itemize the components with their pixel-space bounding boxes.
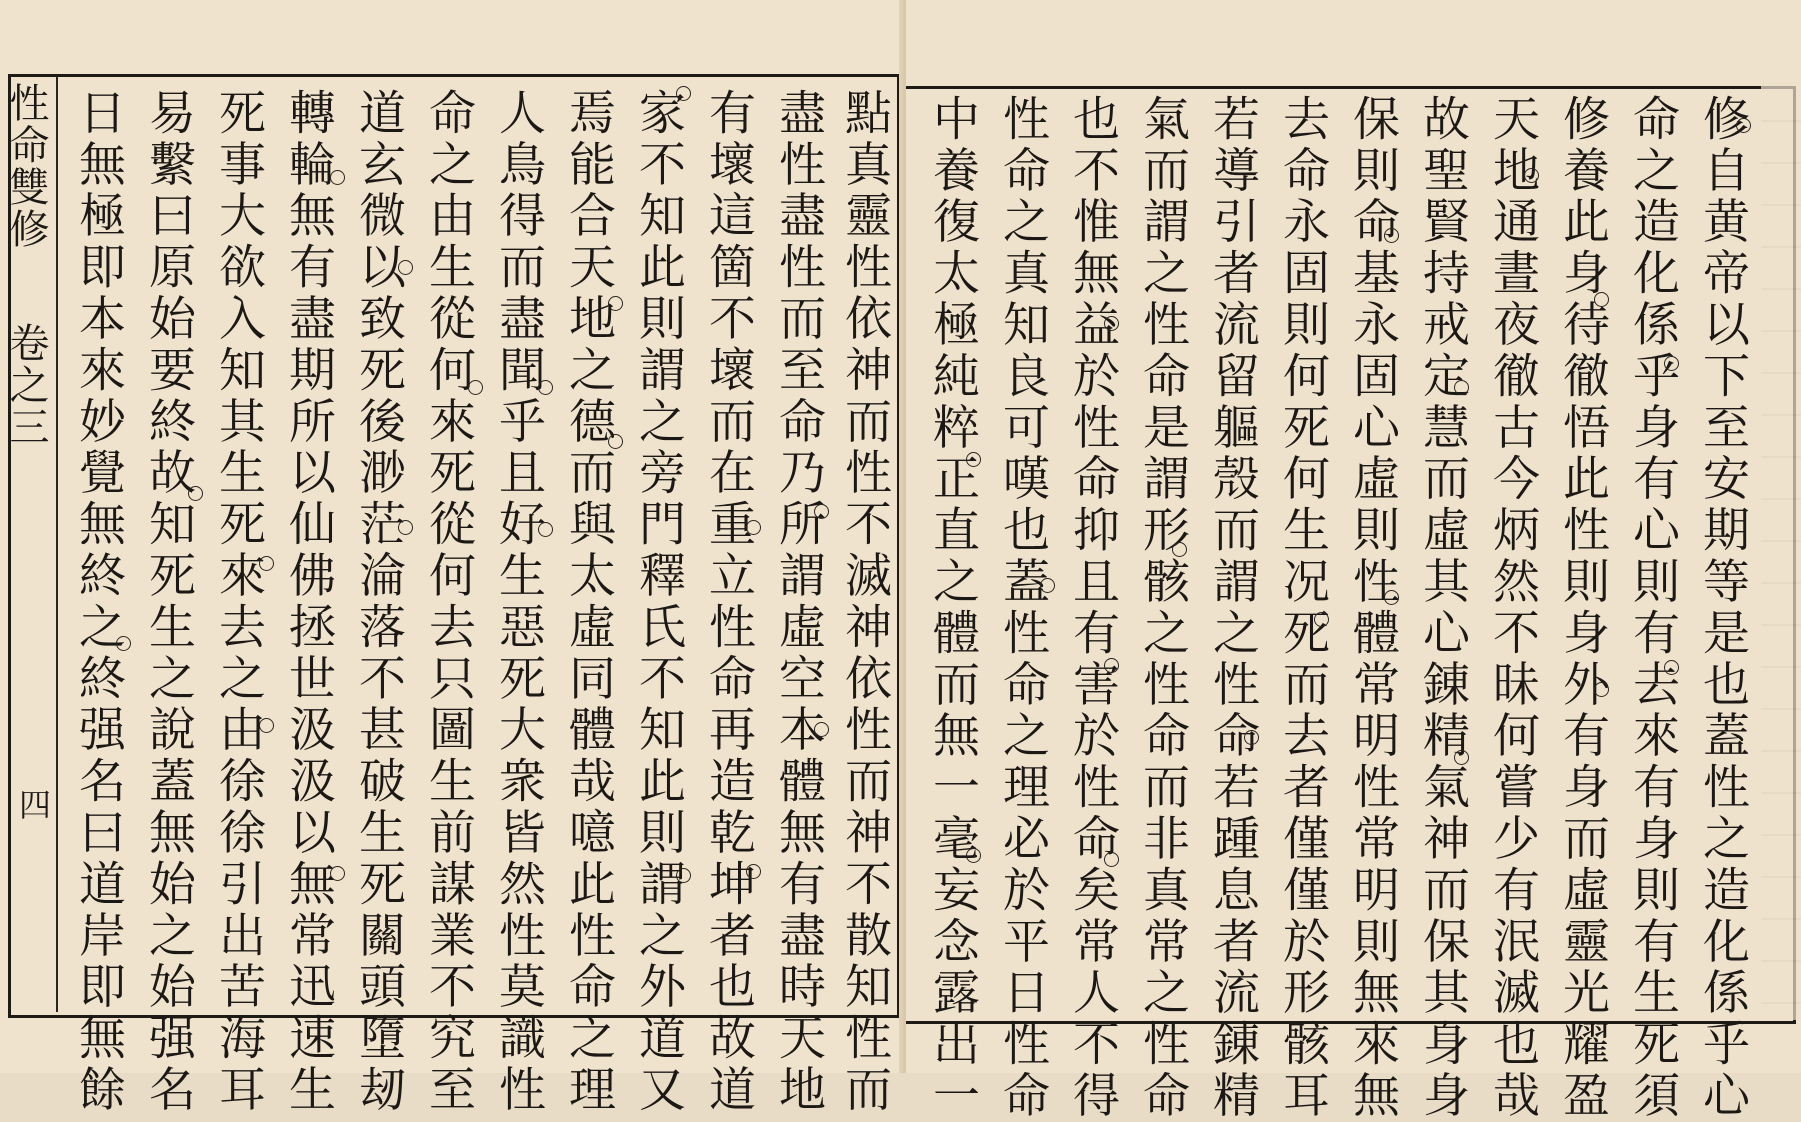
punctuation-circle bbox=[814, 722, 829, 737]
punctuation-circle bbox=[1040, 578, 1055, 593]
punctuation-circle bbox=[1664, 660, 1679, 675]
punctuation-circle bbox=[259, 718, 274, 733]
volume-label: 卷之三 bbox=[3, 322, 49, 448]
punctuation-circle bbox=[538, 522, 553, 537]
punctuation-circle bbox=[538, 380, 553, 395]
text-column: 家不知此則謂之旁門釋氏不知此則謂之外道又 bbox=[631, 88, 686, 1116]
punctuation-circle bbox=[966, 452, 981, 467]
text-column: 修自黄帝以下至安期等是也蓋性之造化係乎心 bbox=[1695, 94, 1750, 1122]
punctuation-circle bbox=[188, 486, 203, 501]
text-column: 道玄微以致死後渺茫淪落不甚破生死關頭墮刼 bbox=[351, 88, 406, 1116]
text-column: 轉輪無有盡期所以仙佛拯世汲汲以無常迅速生 bbox=[281, 88, 336, 1116]
punctuation-circle bbox=[1454, 750, 1469, 765]
text-column: 焉能合天地之德而與太虛同體哉噫此性命之理 bbox=[561, 88, 616, 1116]
text-column: 也不惟無益於性命抑且有害於性命矣常人不得 bbox=[1065, 94, 1120, 1122]
text-column: 修養此身待徹悟此性則身外有身而虛靈光耀盈 bbox=[1555, 94, 1610, 1122]
text-column: 命之由生從何來死從何去只圖生前謀業不究至 bbox=[421, 88, 476, 1116]
punctuation-circle bbox=[676, 86, 691, 101]
text-column: 日無極即本來妙覺無終之終强名曰道岸即無餘 bbox=[71, 88, 126, 1116]
punctuation-circle bbox=[330, 170, 345, 185]
punctuation-circle bbox=[116, 636, 131, 651]
page-edge-shadow bbox=[1761, 80, 1801, 1020]
text-column: 性命之真知良可嘆也蓋性命之理必於平日性命 bbox=[995, 94, 1050, 1122]
punctuation-circle bbox=[1244, 730, 1259, 745]
text-column: 點真靈性依神而性不滅神依性而神不散知性而 bbox=[837, 88, 892, 1116]
punctuation-circle bbox=[1104, 316, 1119, 331]
page-number: 四 bbox=[14, 788, 52, 820]
text-column: 天地通晝夜徹古今炳然不昧何嘗少有泯滅也哉 bbox=[1485, 94, 1540, 1122]
text-column: 盡性盡性而至命乃所謂虛空本體無有盡時天地 bbox=[771, 88, 826, 1116]
text-column: 故聖賢持戒定慧而虛其心錬精氣神而保其身身 bbox=[1415, 94, 1470, 1122]
text-column: 死事大欲入知其生死來去之由徐徐引出苦海耳 bbox=[211, 88, 266, 1116]
punctuation-circle bbox=[608, 296, 623, 311]
text-column: 去命永固則何死何生况死而去者僅僅於形骸耳 bbox=[1275, 94, 1330, 1122]
punctuation-circle bbox=[468, 380, 483, 395]
punctuation-circle bbox=[1384, 228, 1399, 243]
punctuation-circle bbox=[398, 520, 413, 535]
text-column: 易繫曰原始要終故知死生之說蓋無始之始强名 bbox=[141, 88, 196, 1116]
text-column: 氣而謂之性命是謂形骸之性命而非真常之性命 bbox=[1135, 94, 1190, 1122]
punctuation-circle bbox=[1172, 542, 1187, 557]
punctuation-circle bbox=[1384, 590, 1399, 605]
punctuation-circle bbox=[330, 866, 345, 881]
punctuation-circle bbox=[1314, 612, 1329, 627]
margin-divider-line bbox=[56, 76, 58, 1012]
text-column: 人鳥得而盡聞乎且好生惡死大衆皆然性莫識性 bbox=[491, 88, 546, 1116]
book-title: 性命雙修 bbox=[3, 82, 49, 250]
text-column: 中養復太極純粹正直之體而無一毫妄念露出一 bbox=[925, 94, 980, 1122]
punctuation-circle bbox=[1104, 658, 1119, 673]
punctuation-circle bbox=[676, 868, 691, 883]
punctuation-circle bbox=[746, 520, 761, 535]
punctuation-circle bbox=[746, 864, 761, 879]
punctuation-circle bbox=[1736, 118, 1751, 133]
punctuation-circle bbox=[814, 504, 829, 519]
punctuation-circle bbox=[1524, 168, 1539, 183]
punctuation-circle bbox=[1594, 682, 1609, 697]
punctuation-circle bbox=[398, 260, 413, 275]
punctuation-circle bbox=[259, 556, 274, 571]
text-column: 若導引者流留軀殼而謂之性命若踵息者流錬精 bbox=[1205, 94, 1260, 1122]
punctuation-circle bbox=[1454, 380, 1469, 395]
punctuation-circle bbox=[1594, 292, 1609, 307]
text-column: 保則命基永固心虛則性體常明性常明則無來無 bbox=[1345, 94, 1400, 1122]
right-page bbox=[906, 0, 1801, 1122]
punctuation-circle bbox=[608, 434, 623, 449]
text-column: 命之造化係乎身有心則有去來有身則有生死須 bbox=[1625, 94, 1680, 1122]
punctuation-circle bbox=[1104, 852, 1119, 867]
text-column: 有壞這箇不壞而在重立性命再造乾坤者也故道 bbox=[701, 88, 756, 1116]
punctuation-circle bbox=[966, 848, 981, 863]
punctuation-circle bbox=[1664, 356, 1679, 371]
